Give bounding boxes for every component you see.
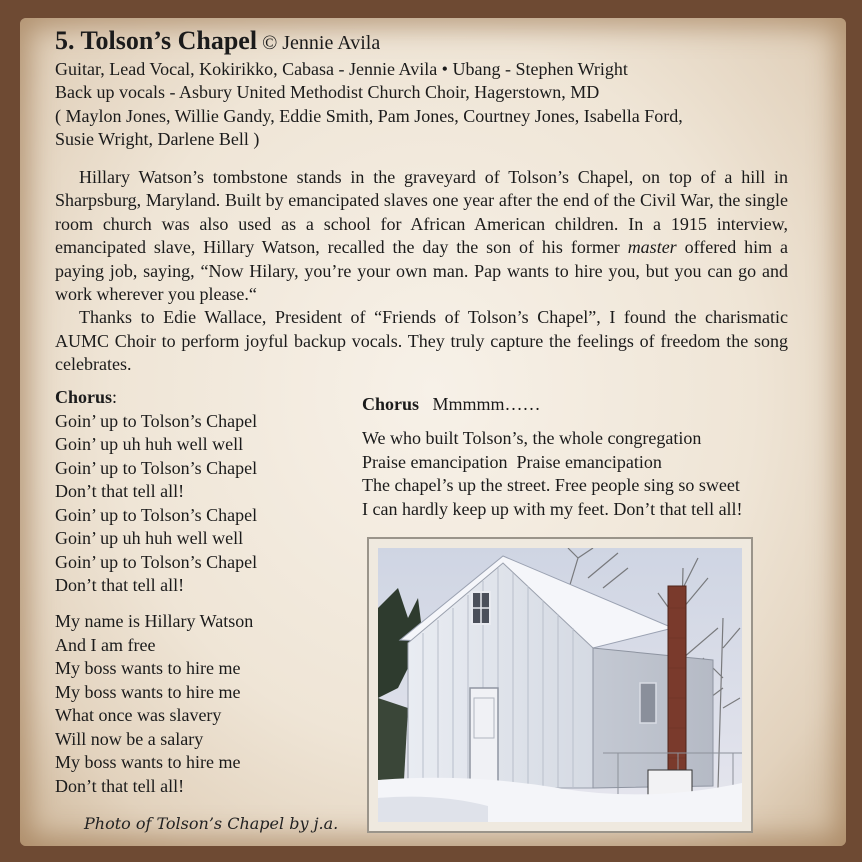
story-paragraph-1-part-b: offered him a paying job, saying, “Now Hilary, you’re your own man. Pap wants to hire you, but you can go and work wherever you please.“ [55, 237, 788, 305]
chorus-heading-text: Chorus [362, 394, 420, 414]
story-paragraph-1-part-a: Hillary Watson’s tombstone stands in the graveyard of Tolson’s Chapel, on top of a hill in Sharpsburg, Maryland. Built by emancipated slaves one year after the end of the Civil War, the single room church was also used as a school for African American children. In a 1915 interview, emancipated slave, Hillary Watson, recalled the day the son of his former [55, 167, 788, 258]
chorus-hum-line [362, 393, 541, 417]
lyric-line: Don’t that tell all! [55, 775, 185, 796]
story-text [55, 166, 788, 377]
verse-1-lyrics [55, 610, 253, 798]
lyric-line: The chapel’s up the street. Free people sing so sweet [362, 475, 740, 495]
lyric-line: I can hardly keep up with my feet. Don’t that tell all! [362, 498, 743, 519]
lyric-line: Goin’ up to Tolson’s Chapel [55, 457, 258, 478]
lyric-line: What once was slavery [55, 705, 222, 725]
chapel-photo [378, 548, 742, 822]
story-paragraph-2: Thanks to Edie Wallace, President of “Friends of Tolson’s Chapel”, I found the charismatic AUMC Choir to perform joyful backup vocals. They truly capture the feelings of freedom the song celebrates. [55, 307, 788, 375]
lyric-line: Goin’ up to Tolson’s Chapel [55, 551, 258, 572]
credits-line: Back up vocals - Asbury United Methodist Church Choir, Hagerstown, MD [55, 82, 600, 103]
lyric-line: My boss wants to hire me [55, 681, 241, 702]
lyric-line: My name is Hillary Watson [55, 611, 254, 631]
lyric-line: And I am free [55, 634, 156, 655]
chorus-heading-colon: : [112, 387, 118, 407]
lyric-line: Will now be a salary [55, 728, 204, 749]
lyric-line: We who built Tolson’s, the whole congregation [362, 428, 702, 448]
credits-line: Susie Wright, Darlene Bell ) [55, 128, 260, 149]
credits-line: Guitar, Lead Vocal, Kokirikko, Cabasa - Jennie Avila • Ubang - Stephen Wright [55, 59, 628, 79]
lyric-line: Don’t that tell all! [55, 481, 185, 501]
photo-caption: Photo of Tolson’s Chapel by j.a. [84, 814, 339, 833]
verse-2-lyrics [362, 427, 743, 521]
story-emphasis: master [627, 237, 677, 258]
chorus-lyrics [55, 386, 257, 598]
lyric-line: Goin’ up to Tolson’s Chapel [55, 410, 258, 431]
lyric-line: Don’t that tell all! [55, 575, 185, 595]
song-title-line [55, 26, 380, 58]
lyric-line: My boss wants to hire me [55, 752, 241, 772]
lyric-line: Goin’ up uh huh well well [55, 528, 244, 548]
lyric-line: Goin’ up to Tolson’s Chapel [55, 504, 258, 525]
lyric-line: My boss wants to hire me [55, 658, 241, 678]
chorus-heading [55, 386, 257, 410]
story-paragraph-1 [55, 166, 788, 306]
credits-line: ( Maylon Jones, Willie Gandy, Eddie Smith, Pam Jones, Courtney Jones, Isabella Ford, [55, 105, 683, 126]
lyric-line: Praise emancipation Praise emancipation [362, 451, 662, 472]
chorus-hum: Mmmmm…… [419, 394, 541, 414]
song-author: © Jennie Avila [257, 32, 381, 54]
lyric-line: Goin’ up uh huh well well [55, 434, 244, 454]
side-window [640, 683, 656, 723]
brick-chimney [668, 586, 686, 786]
chorus-heading-text: Chorus [55, 387, 113, 407]
credits [55, 58, 683, 151]
song-title: 5. Tolson’s Chapel [55, 26, 258, 55]
